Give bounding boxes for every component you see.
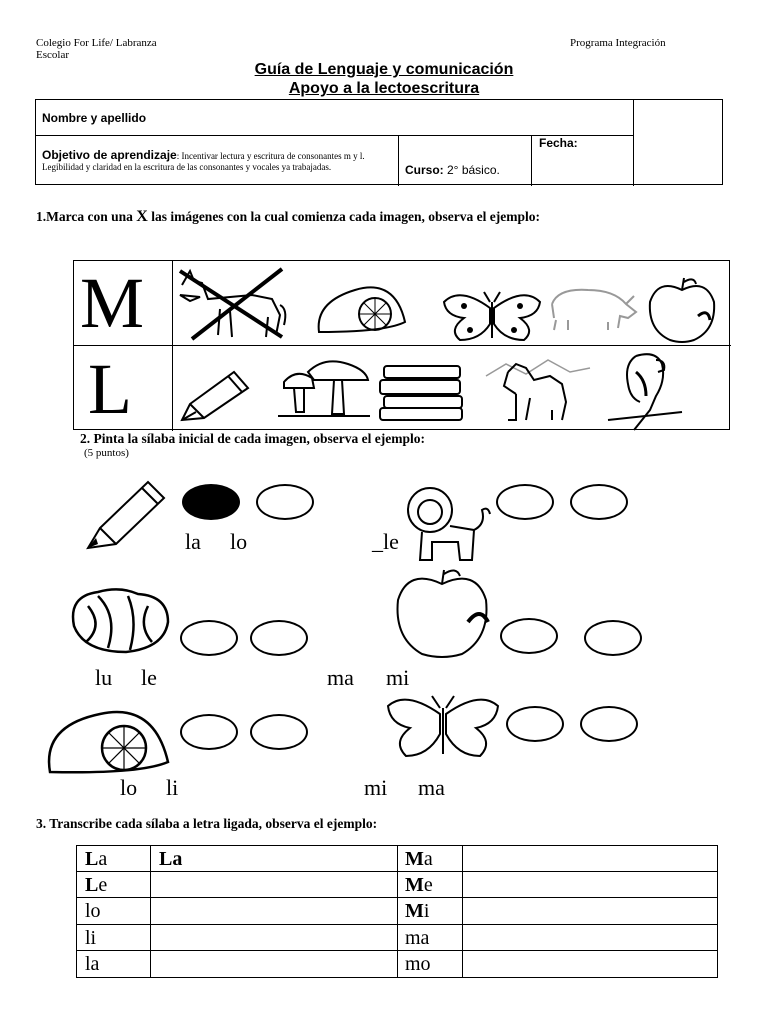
syllable-oval[interactable] — [250, 620, 308, 656]
transcription-field[interactable] — [151, 872, 397, 897]
transcription-table — [76, 845, 718, 978]
parrot-icon[interactable] — [606, 350, 684, 432]
school-name — [36, 37, 157, 61]
syllable-oval[interactable] — [580, 706, 638, 742]
syllable-oval[interactable] — [496, 484, 554, 520]
syllable-oval-filled[interactable] — [182, 484, 240, 520]
info-table — [35, 99, 723, 185]
syllable-oval[interactable] — [584, 620, 642, 656]
lemon-icon — [44, 706, 170, 776]
syllable-oval[interactable] — [180, 714, 238, 750]
date-field[interactable] — [531, 150, 633, 186]
syllable-oval[interactable] — [180, 620, 238, 656]
transcription-field[interactable] — [463, 846, 717, 871]
objective-block — [42, 150, 394, 172]
syllable-cell: mo — [405, 953, 431, 975]
date-label: Fecha: — [539, 136, 578, 150]
syllable-le: _le — [372, 529, 399, 554]
syllable-cell: Me — [405, 874, 433, 896]
syllable-lo: lo — [230, 529, 248, 554]
books-icon[interactable] — [378, 362, 466, 422]
syllable-cell: li — [85, 927, 97, 949]
syllable-ma: ma — [418, 775, 445, 800]
syllable-cell: Ma — [405, 848, 433, 870]
points-label: (5 puntos) — [84, 447, 129, 459]
section1-instruction: 1.Marca con una X las imágenes con la cual comienza cada imagen, observa el ejemplo: — [36, 208, 541, 225]
transcription-field[interactable] — [463, 898, 717, 924]
syllable-cell: la — [85, 953, 100, 975]
donkey-icon[interactable] — [172, 265, 292, 341]
syllable-ma: ma — [327, 665, 354, 690]
syllable-la: la — [185, 529, 201, 554]
syllable-cell: Mi — [405, 900, 430, 922]
syllable-cell: ma — [405, 927, 430, 949]
letter-l: L — [88, 349, 132, 429]
butterfly-icon[interactable] — [440, 290, 544, 344]
course-field — [405, 163, 500, 177]
school-line-1: Colegio For Life/ Labranza — [36, 37, 157, 49]
section2-instruction: 2. Pinta la sílaba inicial de cada imagen, observa el ejemplo: — [80, 431, 425, 446]
bear-icon[interactable] — [486, 354, 590, 424]
syllable-mi: mi — [386, 665, 410, 690]
worksheet-subtitle: Apoyo a la lectoescritura — [288, 80, 480, 97]
course-label: Curso: — [405, 163, 444, 177]
butterfly-icon — [384, 694, 502, 762]
lemon-icon[interactable] — [315, 282, 407, 336]
transcription-field[interactable] — [151, 951, 397, 977]
objective-text: : Incentivar lectura y escritura de consonantes m y l. Legibilidad y claridad en la escritura de las consonantes y vocales ya trabajadas. — [42, 151, 365, 172]
syllable-le: le — [141, 665, 157, 690]
course-value: 2° básico. — [443, 163, 500, 177]
pencil-icon — [86, 478, 166, 550]
lettuce-icon — [68, 586, 172, 654]
syllable-oval[interactable] — [570, 484, 628, 520]
syllable-oval[interactable] — [500, 618, 558, 654]
name-label: Nombre y apellido — [42, 111, 147, 125]
section3-instruction: 3. Transcribe cada sílaba a letra ligada, observa el ejemplo: — [36, 816, 378, 831]
transcription-field[interactable] — [463, 872, 717, 897]
worksheet-title: Guía de Lenguaje y comunicación — [254, 61, 514, 78]
program-label: Programa Integración — [570, 37, 666, 49]
syllable-lo: lo — [120, 775, 138, 800]
syllable-mi: mi — [364, 775, 388, 800]
school-line-2: Escolar — [36, 49, 69, 61]
syllable-oval[interactable] — [506, 706, 564, 742]
apple-icon[interactable] — [646, 276, 718, 344]
syllable-cell: La — [85, 848, 108, 870]
objective-label: Objetivo de aprendizaje — [42, 148, 177, 162]
transcription-field[interactable] — [463, 951, 717, 977]
x-mark: X — [136, 208, 148, 225]
rhino-icon[interactable] — [548, 282, 638, 332]
apple-icon — [392, 566, 492, 660]
syllable-li: li — [166, 775, 179, 800]
transcription-field[interactable] — [463, 925, 717, 950]
mushrooms-icon[interactable] — [278, 356, 370, 422]
syllable-oval[interactable] — [256, 484, 314, 520]
letter-m: M — [80, 263, 145, 343]
syllable-cell: lo — [85, 900, 101, 922]
transcription-field[interactable] — [151, 898, 397, 924]
transcription-field[interactable] — [151, 925, 397, 950]
syllable-cell: Le — [85, 874, 108, 896]
transcription-example: La — [159, 848, 183, 870]
lion-icon — [398, 486, 494, 566]
syllable-oval[interactable] — [250, 714, 308, 750]
syllable-lu: lu — [95, 665, 113, 690]
pencil-icon[interactable] — [178, 368, 252, 424]
